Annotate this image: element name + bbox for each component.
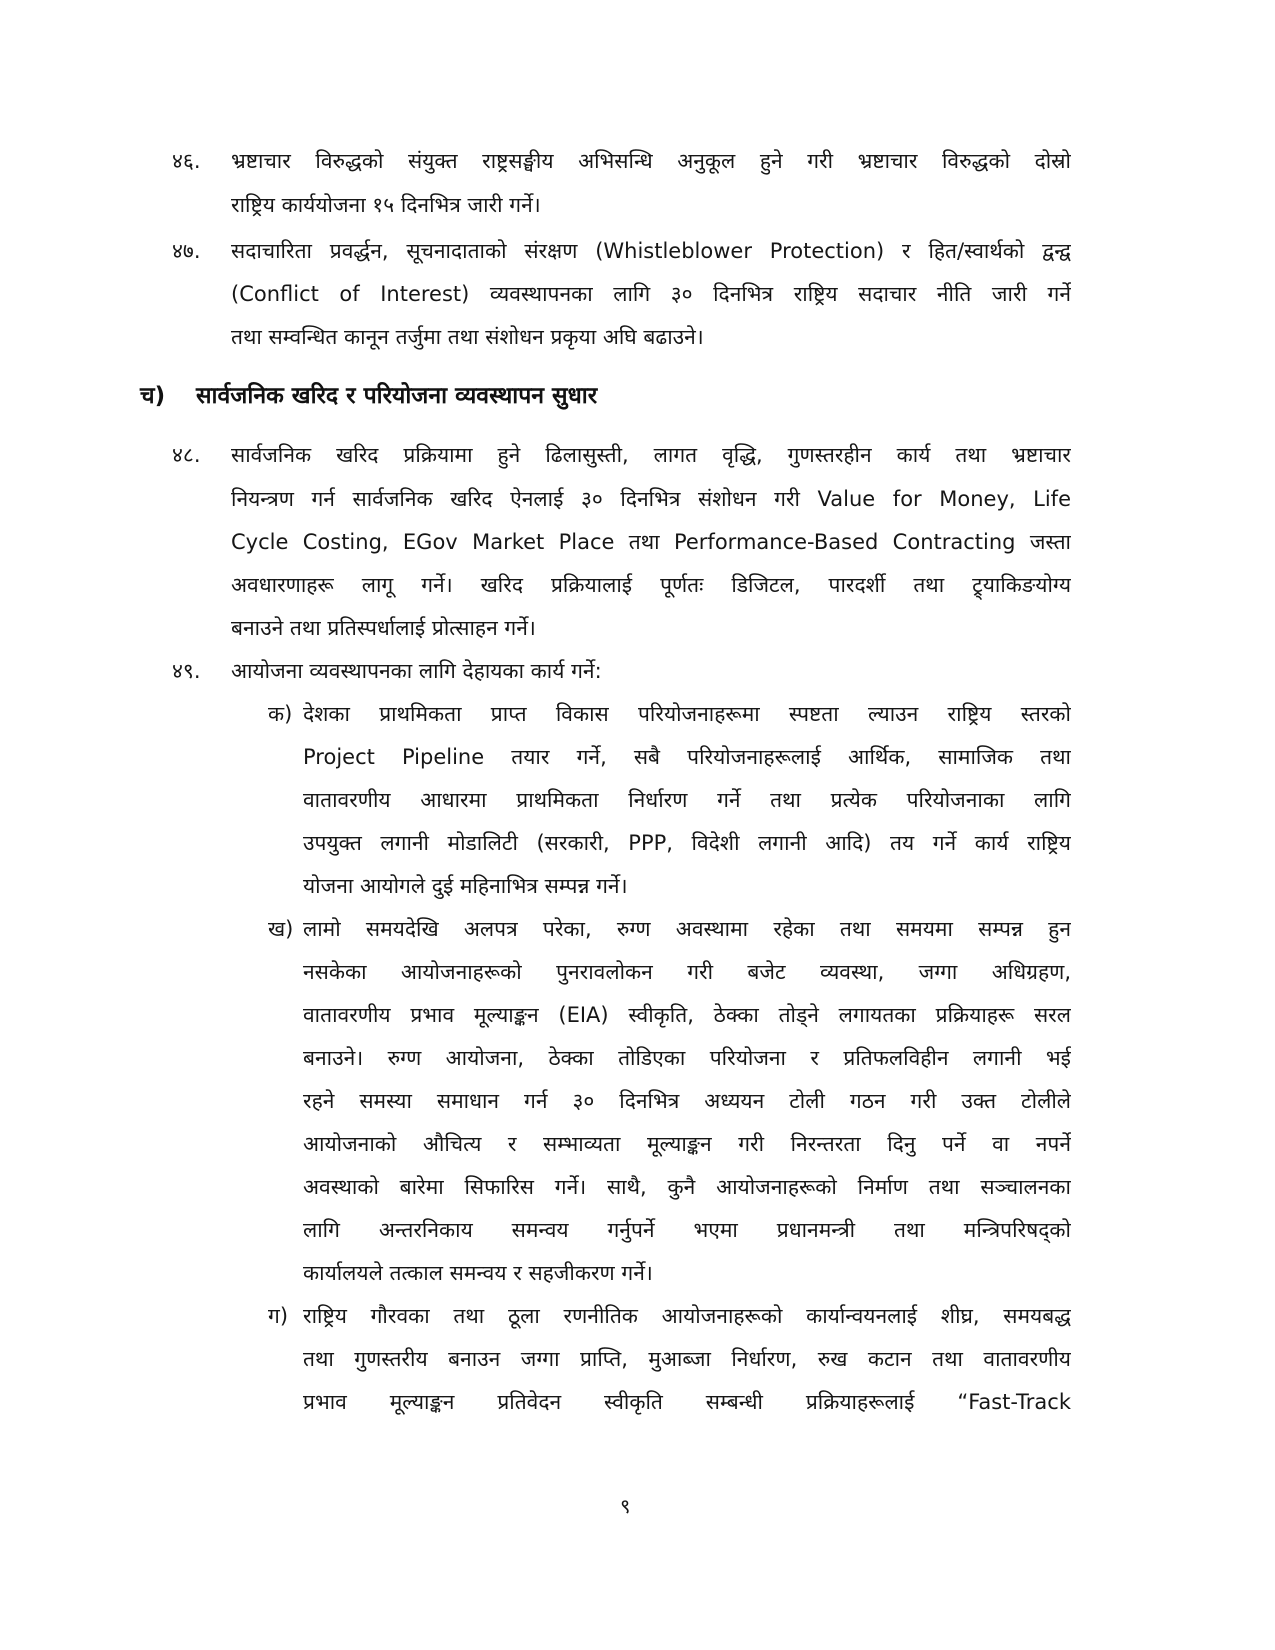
sub-item-label: क) (268, 702, 293, 726)
sub-item-line: वातावरणीय आधारमा प्राथमिकता निर्धारण गर्ने तथा प्रत्येक परियोजनाका लागि (303, 788, 1071, 812)
sub-item-line: Project Pipeline तयार गर्ने, सबै परियोजनाहरूलाई आर्थिक, सामाजिक तथा (303, 745, 1071, 769)
paragraph-number: ४९. (172, 659, 201, 683)
paragraph-line: बनाउने तथा प्रतिस्पर्धालाई प्रोत्साहन गर्ने। (231, 616, 536, 640)
sub-item-line: बनाउने। रुग्ण आयोजना, ठेक्का तोडिएका परियोजना र प्रतिफलविहीन लगानी भई (303, 1046, 1071, 1070)
paragraph-line: Cycle Costing, EGov Market Place तथा Performance-Based Contracting जस्ता (231, 530, 1071, 554)
paragraph-line: अवधारणाहरू लागू गर्ने। खरिद प्रक्रियालाई पूर्णतः डिजिटल, पारदर्शी तथा ट्र्याकिङयोग्य (231, 573, 1071, 597)
sub-item-line: रहने समस्या समाधान गर्न ३० दिनभित्र अध्ययन टोली गठन गरी उक्त टोलीले (303, 1089, 1071, 1113)
page-number: ९ (620, 1494, 631, 1518)
paragraph-number: ४६. (172, 149, 201, 173)
sub-item-line: योजना आयोगले दुई महिनाभित्र सम्पन्न गर्ने। (303, 874, 628, 898)
paragraph-line: सदाचारिता प्रवर्द्धन, सूचनादाताको संरक्षण (Whistleblower Protection) र हित/स्वार्थको द्वन्द्व (231, 239, 1071, 263)
paragraph-number: ४८. (172, 443, 201, 467)
sub-item-line: नसकेका आयोजनाहरूको पुनरावलोकन गरी बजेट व्यवस्था, जग्गा अधिग्रहण, (303, 960, 1071, 984)
sub-item-label: ख) (268, 917, 294, 941)
paragraph-line: राष्ट्रिय कार्ययोजना १५ दिनभित्र जारी गर्ने। (231, 193, 541, 217)
sub-item-line: प्रभाव मूल्याङ्कन प्रतिवेदन स्वीकृति सम्बन्धी प्रक्रियाहरूलाई “Fast-Track (303, 1390, 1071, 1414)
paragraph-line: नियन्त्रण गर्न सार्वजनिक खरिद ऐनलाई ३० दिनभित्र संशोधन गरी Value for Money, Life (231, 487, 1071, 511)
sub-item-line: वातावरणीय प्रभाव मूल्याङ्कन (EIA) स्वीकृति, ठेक्का तोड्ने लगायतका प्रक्रियाहरू सरल (303, 1003, 1071, 1027)
paragraph-intro: आयोजना व्यवस्थापनका लागि देहायका कार्य गर्ने: (231, 659, 602, 683)
sub-item-line: अवस्थाको बारेमा सिफारिस गर्ने। साथै, कुनै आयोजनाहरूको निर्माण तथा सञ्चालनका (303, 1175, 1071, 1199)
paragraph-line: तथा सम्वन्धित कानून तर्जुमा तथा संशोधन प्रकृया अघि बढाउने। (231, 325, 704, 349)
section-title: सार्वजनिक खरिद र परियोजना व्यवस्थापन सुधार (196, 383, 598, 409)
paragraph-number: ४७. (172, 239, 201, 263)
section-label: च) (140, 383, 166, 409)
paragraph-line: सार्वजनिक खरिद प्रक्रियामा हुने ढिलासुस्ती, लागत वृद्धि, गुणस्तरहीन कार्य तथा भ्रष्टाचार (231, 443, 1071, 467)
sub-item-line: आयोजनाको औचित्य र सम्भाव्यता मूल्याङ्कन गरी निरन्तरता दिनु पर्ने वा नपर्ने (303, 1132, 1071, 1156)
sub-item-line: लामो समयदेखि अलपत्र परेका, रुग्ण अवस्थामा रहेका तथा समयमा सम्पन्न हुन (303, 917, 1071, 941)
sub-item-label: ग) (268, 1304, 289, 1328)
sub-item-line: लागि अन्तरनिकाय समन्वय गर्नुपर्ने भएमा प्रधानमन्त्री तथा मन्त्रिपरिषद्को (303, 1218, 1071, 1242)
paragraph-line: (Conflict of Interest) व्यवस्थापनका लागि ३० दिनभित्र राष्ट्रिय सदाचार नीति जारी गर्ने (231, 282, 1071, 306)
paragraph-line: भ्रष्टाचार विरुद्धको संयुक्त राष्ट्रसङ्घीय अभिसन्धि अनुकूल हुने गरी भ्रष्टाचार विरुद्धको दोस्रो (231, 149, 1071, 173)
sub-item-line: देशका प्राथमिकता प्राप्त विकास परियोजनाहरूमा स्पष्टता ल्याउन राष्ट्रिय स्तरको (303, 702, 1071, 726)
sub-item-line: तथा गुणस्तरीय बनाउन जग्गा प्राप्ति, मुआब्जा निर्धारण, रुख कटान तथा वातावरणीय (303, 1347, 1071, 1371)
sub-item-line: कार्यालयले तत्काल समन्वय र सहजीकरण गर्ने। (303, 1261, 653, 1285)
sub-item-line: राष्ट्रिय गौरवका तथा ठूला रणनीतिक आयोजनाहरूको कार्यान्वयनलाई शीघ्र, समयबद्ध (303, 1304, 1071, 1328)
sub-item-line: उपयुक्त लगानी मोडालिटी (सरकारी, PPP, विदेशी लगानी आदि) तय गर्ने कार्य राष्ट्रिय (303, 831, 1071, 855)
